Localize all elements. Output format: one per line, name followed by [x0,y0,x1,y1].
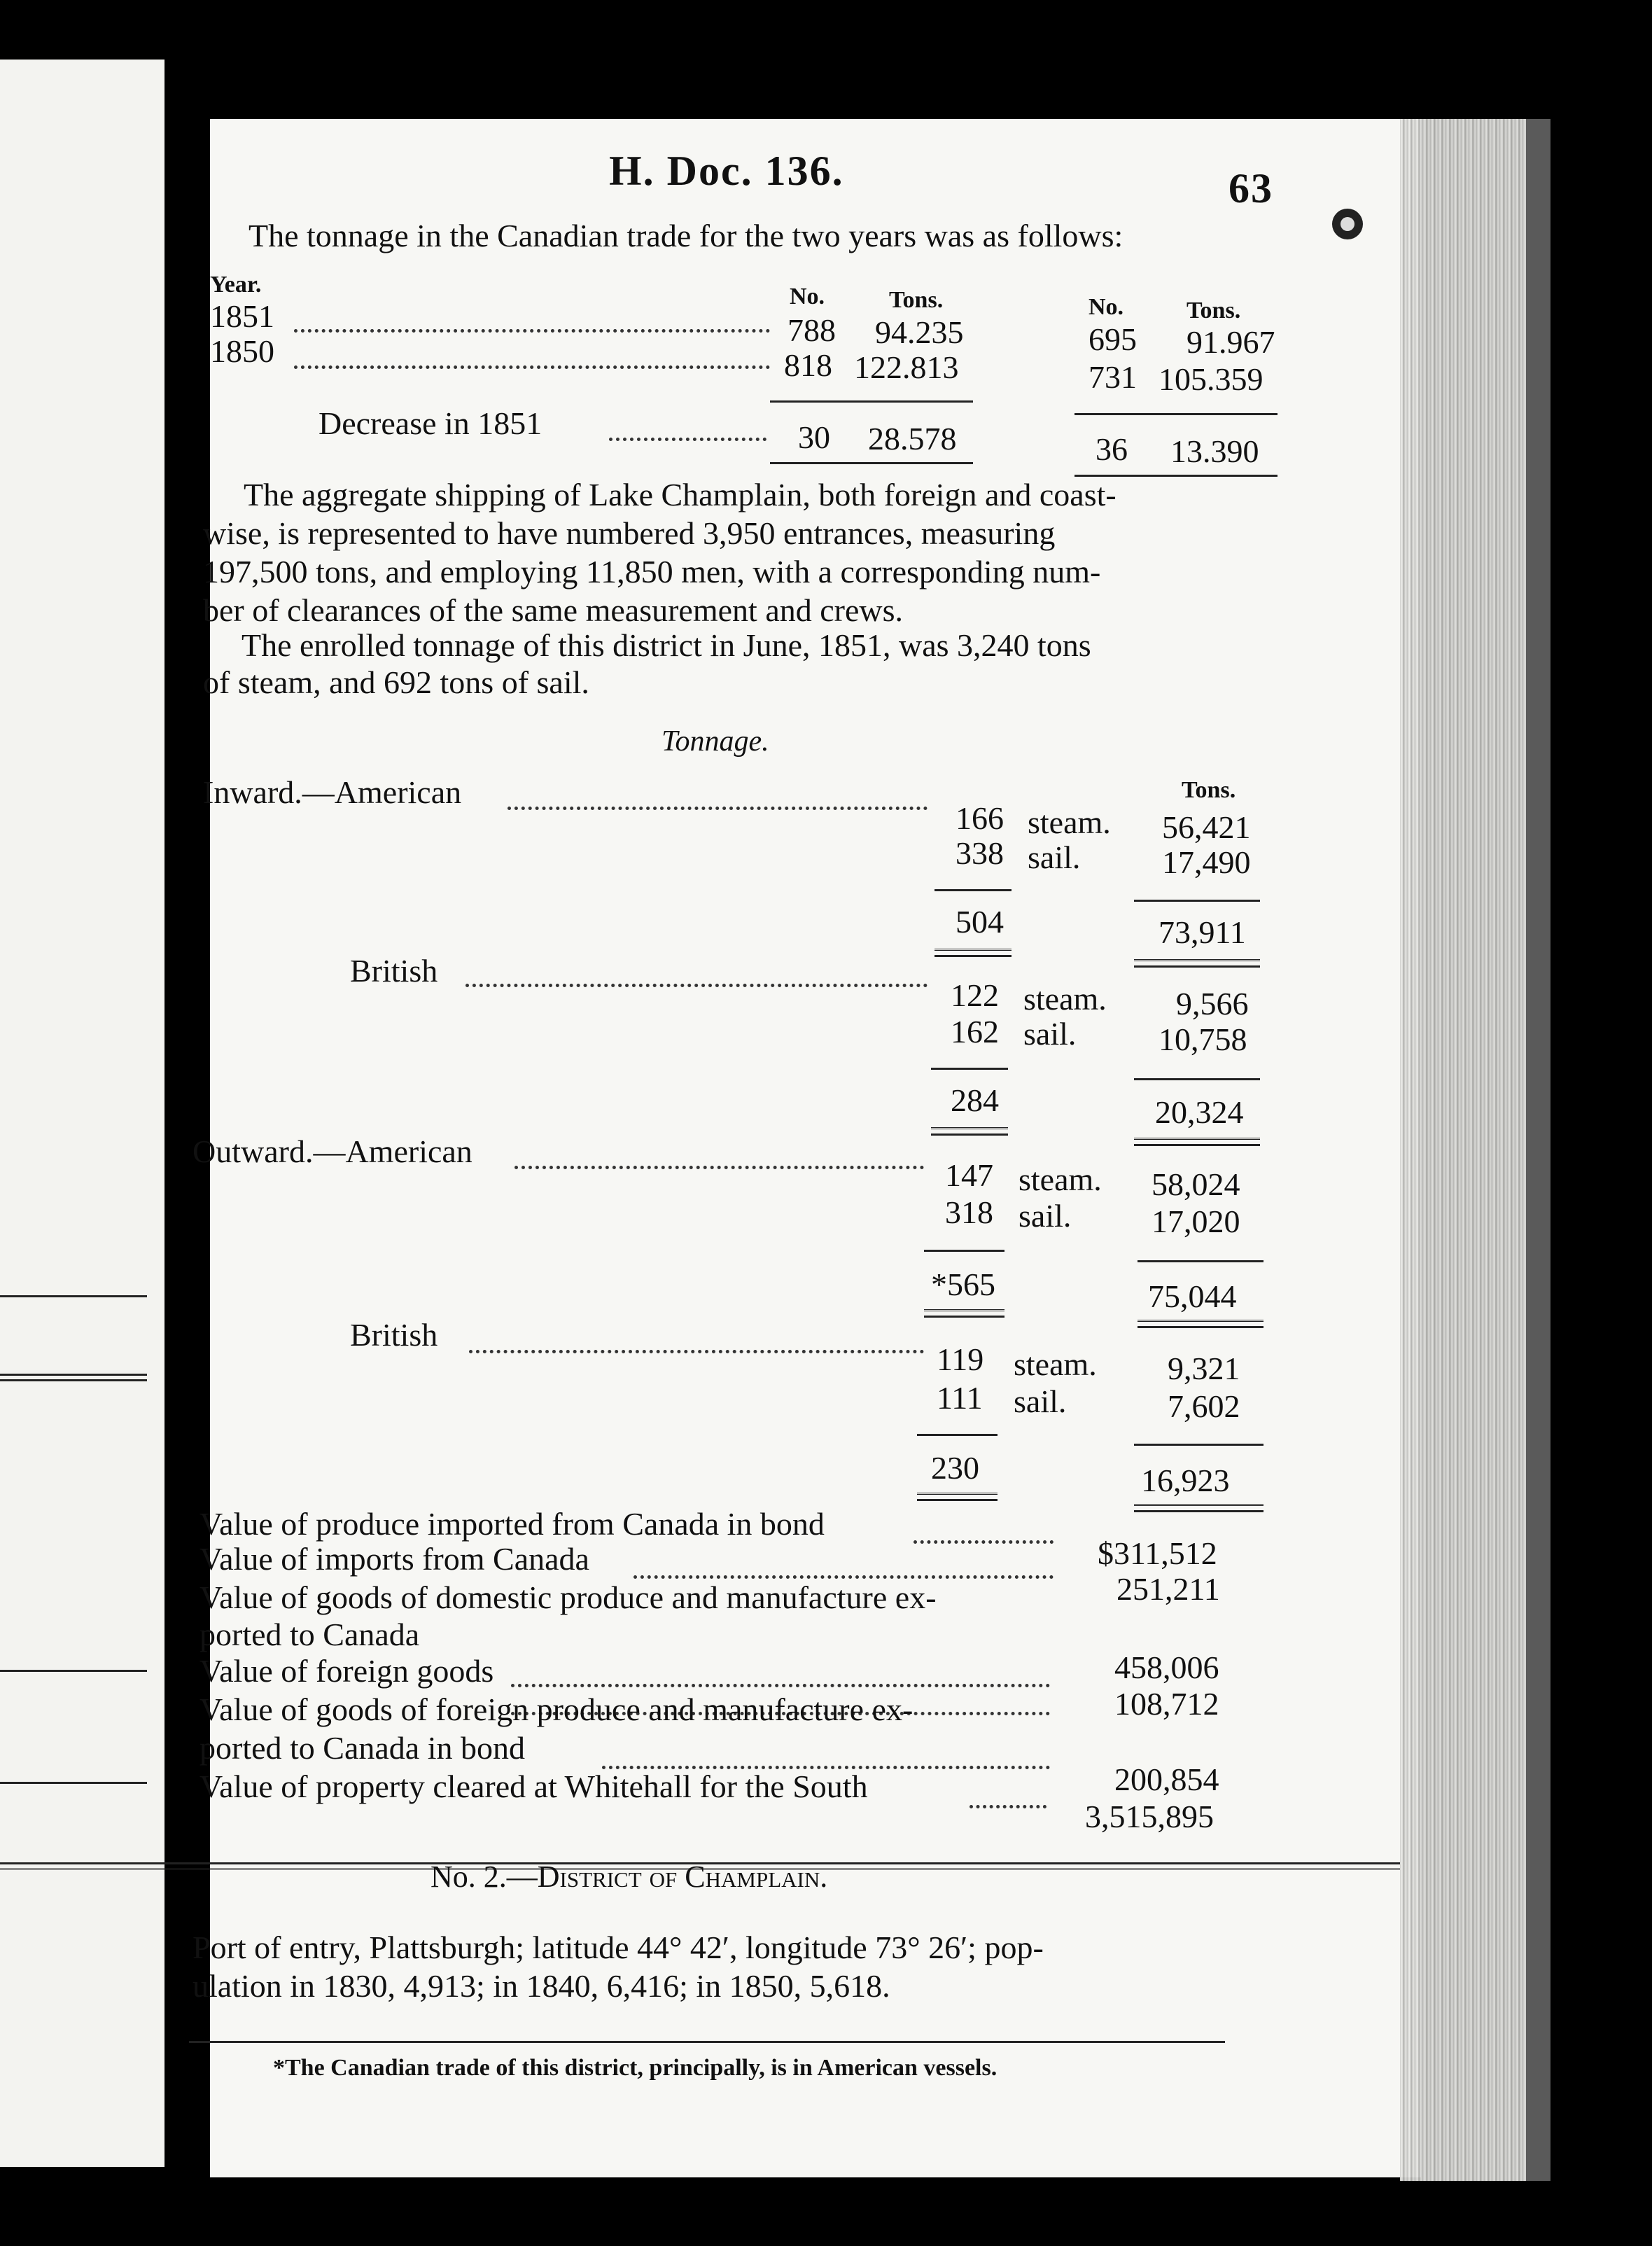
leader-dots [514,1166,924,1169]
double-rule [924,1309,1004,1318]
page-edge-shadow [1526,119,1550,2181]
total-no: *565 [931,1267,995,1302]
tonnage-group-label: British [350,1317,438,1353]
value-line: Value of property cleared at Whitehall for the South [200,1769,868,1804]
rule [1134,900,1260,902]
steam-label: steam. [1014,1346,1097,1382]
total-tons: 75,044 [1148,1278,1237,1314]
double-rule [1138,1320,1264,1328]
footnote-rule [189,2041,1225,2043]
para1-line: The aggregate shipping of Lake Champlain, both foreign and coast- [244,477,1116,512]
tonnage-group-label: Inward.—American [203,774,462,810]
rule [770,400,973,403]
steam-tons: 9,566 [1176,986,1249,1021]
value-line: Value of produce imported from Canada in bond [200,1506,825,1542]
decrease-label: Decrease in 1851 [318,405,542,441]
steam-no: 166 [955,800,1004,836]
value-line: ported to Canada [200,1617,420,1652]
ornament-icon [1323,200,1372,249]
rule [770,462,973,464]
leader-dots [465,984,927,987]
district-line: ulation in 1830, 4,913; in 1840, 6,416; in 1850, 5,618. [192,1968,890,2004]
left-rule [0,1379,147,1381]
steam-tons: 9,321 [1168,1351,1240,1386]
rule [1134,1444,1264,1446]
steam-no: 147 [945,1157,993,1193]
value-line: ported to Canada in bond [200,1730,526,1766]
total-tons: 16,923 [1141,1463,1230,1498]
leader-dots [913,1540,1054,1544]
rule [924,1250,1004,1252]
sail-tons: 17,490 [1162,844,1251,880]
decrease-no-a: 30 [798,419,830,455]
left-page-text [0,0,164,2246]
leader-dots [969,1805,1046,1808]
leader-dots [469,1350,924,1353]
leader-dots [294,365,770,369]
value-amount: 251,211 [1116,1571,1220,1607]
double-rule [1134,1504,1264,1512]
district-line: Port of entry, Plattsburgh; latitude 44° 42′, longitude 73° 26′; pop- [192,1930,1044,1965]
para2-line: of steam, and 692 tons of sail. [203,664,589,700]
value-amount: 108,712 [1114,1686,1219,1722]
row-1850-tons-b: 105.359 [1158,361,1264,397]
sail-no: 111 [937,1380,983,1416]
left-rule [0,1782,147,1784]
rule [934,889,1011,891]
tonnage-group-label: Outward.—American [192,1134,472,1169]
col-no-a: No. [790,284,825,309]
district-heading-no: No. 2.— [430,1860,538,1894]
tons-header: Tons. [1182,777,1236,803]
double-rule [931,1127,1008,1136]
page-edge-stack [1400,119,1533,2181]
leader-dots [294,329,770,333]
page-header-doc: H. Doc. 136. [609,148,844,194]
value-line: Value of imports from Canada [200,1541,589,1577]
year-header: Year. [210,272,262,298]
leader-dots [507,807,927,810]
value-line: Value of goods of domestic produce and manufacture ex- [200,1579,937,1615]
left-rule [0,1295,147,1297]
sail-no: 338 [955,835,1004,871]
sail-tons: 10,758 [1158,1021,1247,1057]
row-1851-tons-b: 91.967 [1186,324,1275,360]
total-tons: 20,324 [1155,1094,1244,1130]
row-1851-label: 1851 [210,298,274,334]
para1-line: 197,500 tons, and employing 11,850 men, with a corresponding num- [203,554,1101,590]
sail-label: sail. [1018,1198,1072,1234]
para1-line: ber of clearances of the same measurement and crews. [203,592,904,628]
steam-no: 122 [951,977,999,1013]
page-number: 63 [1228,165,1273,211]
col-no-b: No. [1088,294,1124,320]
sail-tons: 7,602 [1168,1388,1240,1424]
district-heading-name: District of Champlain. [537,1860,828,1894]
para2-line: The enrolled tonnage of this district in June, 1851, was 3,240 tons [241,627,1091,663]
total-no: 230 [931,1450,979,1486]
row-1850-no-b: 731 [1088,359,1137,395]
sail-label: sail. [1023,1016,1077,1052]
total-no: 504 [955,904,1004,940]
decrease-tons-b: 13.390 [1170,433,1259,469]
row-1850-no-a: 818 [784,347,832,383]
total-tons: 73,911 [1158,914,1246,950]
rule [1138,1260,1264,1262]
col-tons-b: Tons. [1186,298,1241,323]
value-line: Value of foreign goods [200,1653,494,1689]
double-rule [934,949,1011,957]
leader-dots [511,1684,1050,1687]
steam-label: steam. [1028,804,1111,840]
decrease-tons-a: 28.578 [868,421,957,456]
double-rule [1134,959,1260,968]
district-heading [430,1859,827,1895]
row-1851-no-b: 695 [1088,321,1137,357]
sail-tons: 17,020 [1152,1204,1240,1239]
value-amount: 3,515,895 [1085,1799,1214,1834]
value-amount: 458,006 [1114,1649,1219,1685]
tonnage-group-label: British [350,953,438,989]
steam-label: steam. [1023,981,1107,1017]
sail-no: 318 [945,1194,993,1230]
value-amount: 200,854 [1114,1762,1219,1797]
row-1850-label: 1850 [210,333,274,369]
rule [917,1434,997,1436]
decrease-no-b: 36 [1096,431,1128,467]
left-rule [0,1374,147,1376]
row-1851-no-a: 788 [788,312,836,348]
rule [931,1068,1008,1070]
leader-dots [609,438,766,441]
sail-label: sail. [1028,839,1081,875]
total-no: 284 [951,1082,999,1118]
footnote: *The Canadian trade of this district, principally, is in American vessels. [273,2055,997,2081]
col-tons-a: Tons. [889,287,944,313]
rule [1134,1078,1260,1080]
rule [1074,413,1278,415]
sail-no: 162 [951,1014,999,1049]
value-line: Value of goods of foreign produce and manufacture ex- [200,1692,913,1727]
sail-label: sail. [1014,1383,1067,1419]
canadian-intro: The tonnage in the Canadian trade for the two years was as follows: [248,218,1124,253]
para1-line: wise, is represented to have numbered 3,950 entrances, measuring [203,515,1056,551]
double-rule [917,1493,997,1501]
double-rule [1134,1138,1260,1146]
steam-label: steam. [1018,1162,1102,1197]
steam-no: 119 [937,1341,984,1377]
steam-tons: 58,024 [1152,1166,1240,1202]
tonnage-title: Tonnage. [662,725,769,758]
row-1851-tons-a: 94.235 [875,314,964,350]
value-amount: $311,512 [1098,1535,1217,1571]
row-1850-tons-a: 122.813 [854,349,959,385]
steam-tons: 56,421 [1162,809,1251,845]
left-rule [0,1670,147,1672]
